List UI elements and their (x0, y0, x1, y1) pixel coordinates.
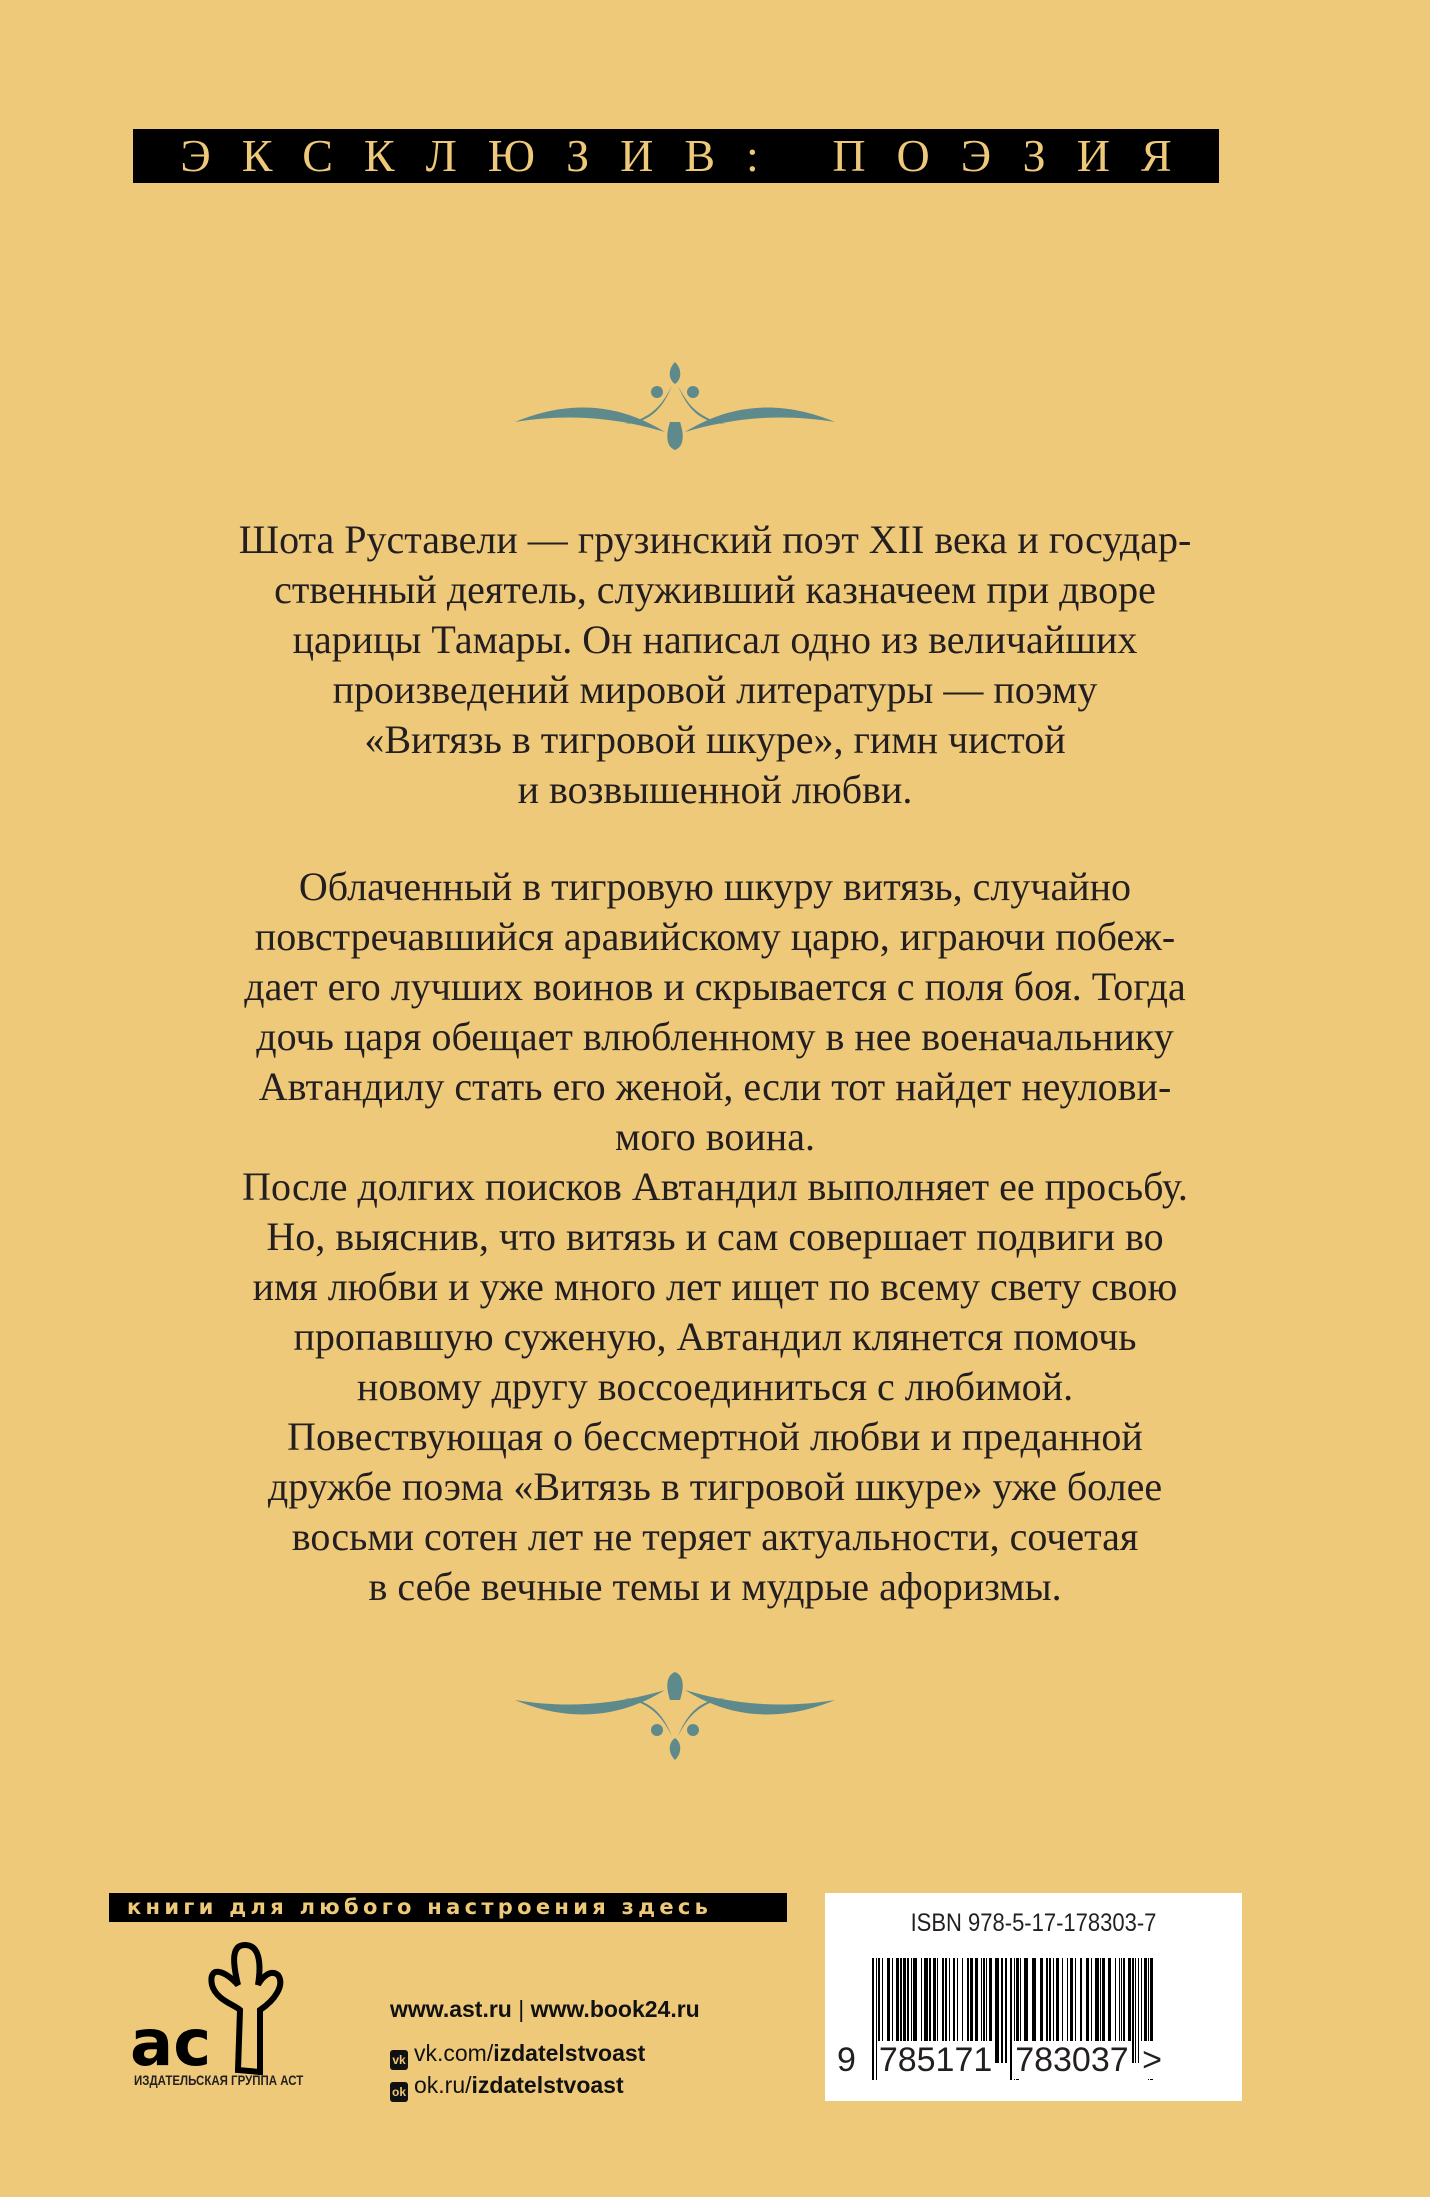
text-line: имя любви и уже много лет ищет по всему свету свою (252, 1264, 1178, 1309)
text-line: «Витязь в тигровой шкуре», гимн чистой (364, 717, 1066, 762)
barcode-group-1: 785171 (878, 2041, 993, 2079)
description-paragraph-1 (0, 515, 1430, 815)
text-line: мого воина. (615, 1114, 815, 1159)
text-line: новому другу воссоединиться с любимой. (356, 1364, 1074, 1409)
ast-site-link[interactable]: www.ast.ru (390, 1996, 512, 2022)
isbn-text: ISBN 978-5-17-178303-7 (910, 1909, 1157, 1937)
ast-logo-icon (120, 1940, 330, 2080)
text-line: Повествующая о бессмертной любви и преданной (287, 1414, 1143, 1459)
barcode-box (825, 1893, 1242, 2101)
ornament-bottom-icon (515, 1670, 835, 1760)
barcode-digits (835, 2041, 1164, 2080)
text-line: царицы Тамары. Он написал одно из величайших (292, 617, 1138, 662)
separator: | (518, 1996, 525, 2022)
text-line: дочь царя обещает влюбленному в нее военачальнику (256, 1014, 1174, 1059)
ok-icon: ok (390, 2082, 408, 2102)
text-line: восьми сотен лет не теряет актуальности, сочетая (291, 1514, 1139, 1559)
text-line: После долгих поисков Автандил выполняет ее просьбу. (242, 1164, 1188, 1209)
text-line: Шота Руставели — грузинский поэт XII века и государ- (238, 517, 1192, 562)
vk-link[interactable] (390, 2040, 645, 2070)
text-line: повстречавшийся аравийскому царю, играючи побеж- (254, 914, 1176, 959)
barcode-group-2: 783037 (1015, 2041, 1129, 2079)
vk-prefix: vk.com/ (414, 2040, 494, 2066)
book24-site-link[interactable]: www.book24.ru (530, 1996, 700, 2022)
text-line: произведений мировой литературы — поэму (332, 667, 1098, 712)
website-links (390, 1996, 700, 2023)
text-line: Автандилу стать его женой, если тот найдет неулови- (258, 1064, 1172, 1109)
text-line: пропавшую суженую, Автандил клянется помочь (293, 1314, 1137, 1359)
barcode-first-digit: 9 (837, 2041, 856, 2079)
ok-link[interactable] (390, 2072, 624, 2102)
svg-text:ас: ас (130, 2007, 212, 2080)
text-line: и возвышенной любви. (517, 767, 913, 812)
description-paragraph-2 (0, 862, 1430, 1612)
text-line: ственный деятель, служивший казначеем при дворе (274, 567, 1156, 612)
series-banner: ЭКСКЛЮЗИВ: ПОЭЗИЯ (133, 129, 1219, 183)
text-line: Облаченный в тигровую шкуру витязь, случайно (298, 864, 1132, 909)
tagline-bar: книги для любого настроения здесь (109, 1893, 787, 1922)
text-line: в себе вечные темы и мудрые афоризмы. (368, 1564, 1062, 1609)
ok-handle: izdatelstvoast (471, 2072, 624, 2098)
barcode-arrow: > (1142, 2041, 1162, 2079)
vk-icon: vk (390, 2050, 408, 2070)
ok-prefix: ok.ru/ (414, 2072, 472, 2098)
text-line: дружбе поэма «Витязь в тигровой шкуре» уже более (267, 1464, 1163, 1509)
ornament-top-icon (515, 362, 835, 452)
vk-handle: izdatelstvoast (493, 2040, 646, 2066)
text-line: дает его лучших воинов и скрывается с поля боя. Тогда (244, 964, 1186, 1009)
text-line: Но, выяснив, что витязь и сам совершает подвиги во (266, 1214, 1164, 1259)
publisher-name: ИЗДАТЕЛЬСКАЯ ГРУППА АСТ (134, 2072, 304, 2088)
